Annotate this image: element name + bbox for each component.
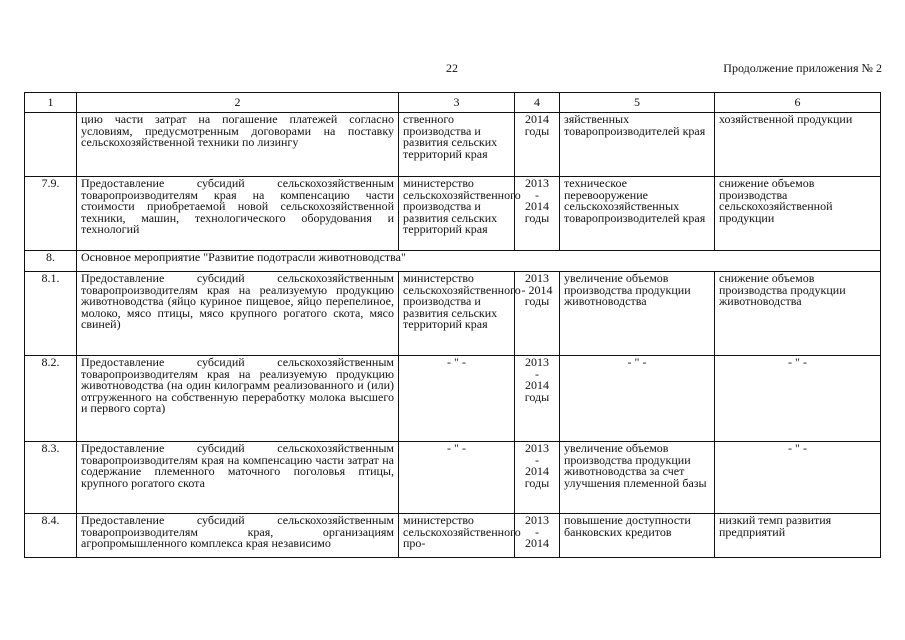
row-number: 8.2.: [25, 356, 77, 442]
measure-description: цию части затрат на погашение платежей согласно условиям, предусмотренным договорами на поставку сельскохозяйственной техники по лизингу: [77, 113, 399, 177]
non-implementation-consequence: низкий темп развития предприятий: [715, 514, 881, 558]
implementation-period: 2014 годы: [515, 113, 560, 177]
implementation-period: 2013 - 2014 годы: [515, 177, 560, 251]
expected-result: зяйственных товаропроизводителей края: [560, 113, 715, 177]
non-implementation-consequence: - " -: [715, 356, 881, 442]
table-row: [25, 272, 881, 356]
responsible-executor: - " -: [399, 356, 515, 442]
row-number: [25, 113, 77, 177]
expected-result: - " -: [560, 356, 715, 442]
column-header: 1: [25, 93, 77, 113]
expected-result: повышение доступности банковских кредитов: [560, 514, 715, 558]
non-implementation-consequence: снижение объемов производства сельскохозяйственной продукции: [715, 177, 881, 251]
measure-description: Предоставление субсидий сельскохозяйственным товаропроизводителям края на реализуемую продукцию животноводства (на один килограмм реализованного и (или) отгруженного на собственную переработку молока высшего и первого сорта): [77, 356, 399, 442]
measure-description: Предоставление субсидий сельскохозяйственным товаропроизводителям края на компенсацию части стоимости приобретаемой новой сельскохозяйственной техники, машин, технологического оборудования и технологий: [77, 177, 399, 251]
expected-result: увеличение объемов производства продукции животноводства: [560, 272, 715, 356]
implementation-period: 2013 - 2014: [515, 514, 560, 558]
responsible-executor: министерство сельскохозяйственного про-: [399, 514, 515, 558]
table-row: [25, 356, 881, 442]
column-header: 5: [560, 93, 715, 113]
non-implementation-consequence: хозяйственной продукции: [715, 113, 881, 177]
column-header: 2: [77, 93, 399, 113]
non-implementation-consequence: - " -: [715, 442, 881, 514]
column-header: 3: [399, 93, 515, 113]
section-row: [25, 251, 881, 272]
expected-result: техническое перевооружение сельскохозяйственных товаропроизводителей края: [560, 177, 715, 251]
implementation-period: 2013 - 2014 годы: [515, 442, 560, 514]
row-number: 8.4.: [25, 514, 77, 558]
measure-description: Предоставление субсидий сельскохозяйственным товаропроизводителям края на компенсацию части затрат на содержание племенного маточного поголовья птицы, крупного рогатого скота: [77, 442, 399, 514]
implementation-period: 2013 - 2014 годы: [515, 272, 560, 356]
expected-result: увеличение объемов производства продукции животноводства за счет улучшения племенной базы: [560, 442, 715, 514]
continuation-caption: Продолжение приложения № 2: [723, 61, 882, 75]
row-number: 8.1.: [25, 272, 77, 356]
row-number: 8.: [25, 251, 77, 272]
responsible-executor: ственного производства и развития сельских территорий края: [399, 113, 515, 177]
row-number: 8.3.: [25, 442, 77, 514]
program-table: [24, 92, 881, 558]
responsible-executor: министерство сельскохозяйственного производства и развития сельских территорий края: [399, 177, 515, 251]
table-row: [25, 113, 881, 177]
row-number: 7.9.: [25, 177, 77, 251]
section-title: Основное мероприятие "Развитие подотрасли животноводства": [77, 251, 881, 272]
responsible-executor: министерство сельскохозяйственного производства и развития сельских территорий края: [399, 272, 515, 356]
measure-description: Предоставление субсидий сельскохозяйственным товаропроизводителям края, организациям агропромышленного комплекса края независимо: [77, 514, 399, 558]
non-implementation-consequence: снижение объемов производства продукции животноводства: [715, 272, 881, 356]
column-header: 4: [515, 93, 560, 113]
responsible-executor: - " -: [399, 442, 515, 514]
table-row: [25, 442, 881, 514]
page-number: 22: [446, 61, 458, 75]
table-row: [25, 514, 881, 558]
column-header: 6: [715, 93, 881, 113]
measure-description: Предоставление субсидий сельскохозяйственным товаропроизводителям края на реализуемую продукцию животноводства (яйцо куриное пищевое, яйцо перепелиное, молоко, мясо птицы, мясо крупного рогатого скота, мясо свиней): [77, 272, 399, 356]
implementation-period: 2013 - 2014 годы: [515, 356, 560, 442]
column-number-row: [25, 93, 881, 113]
table-row: [25, 177, 881, 251]
